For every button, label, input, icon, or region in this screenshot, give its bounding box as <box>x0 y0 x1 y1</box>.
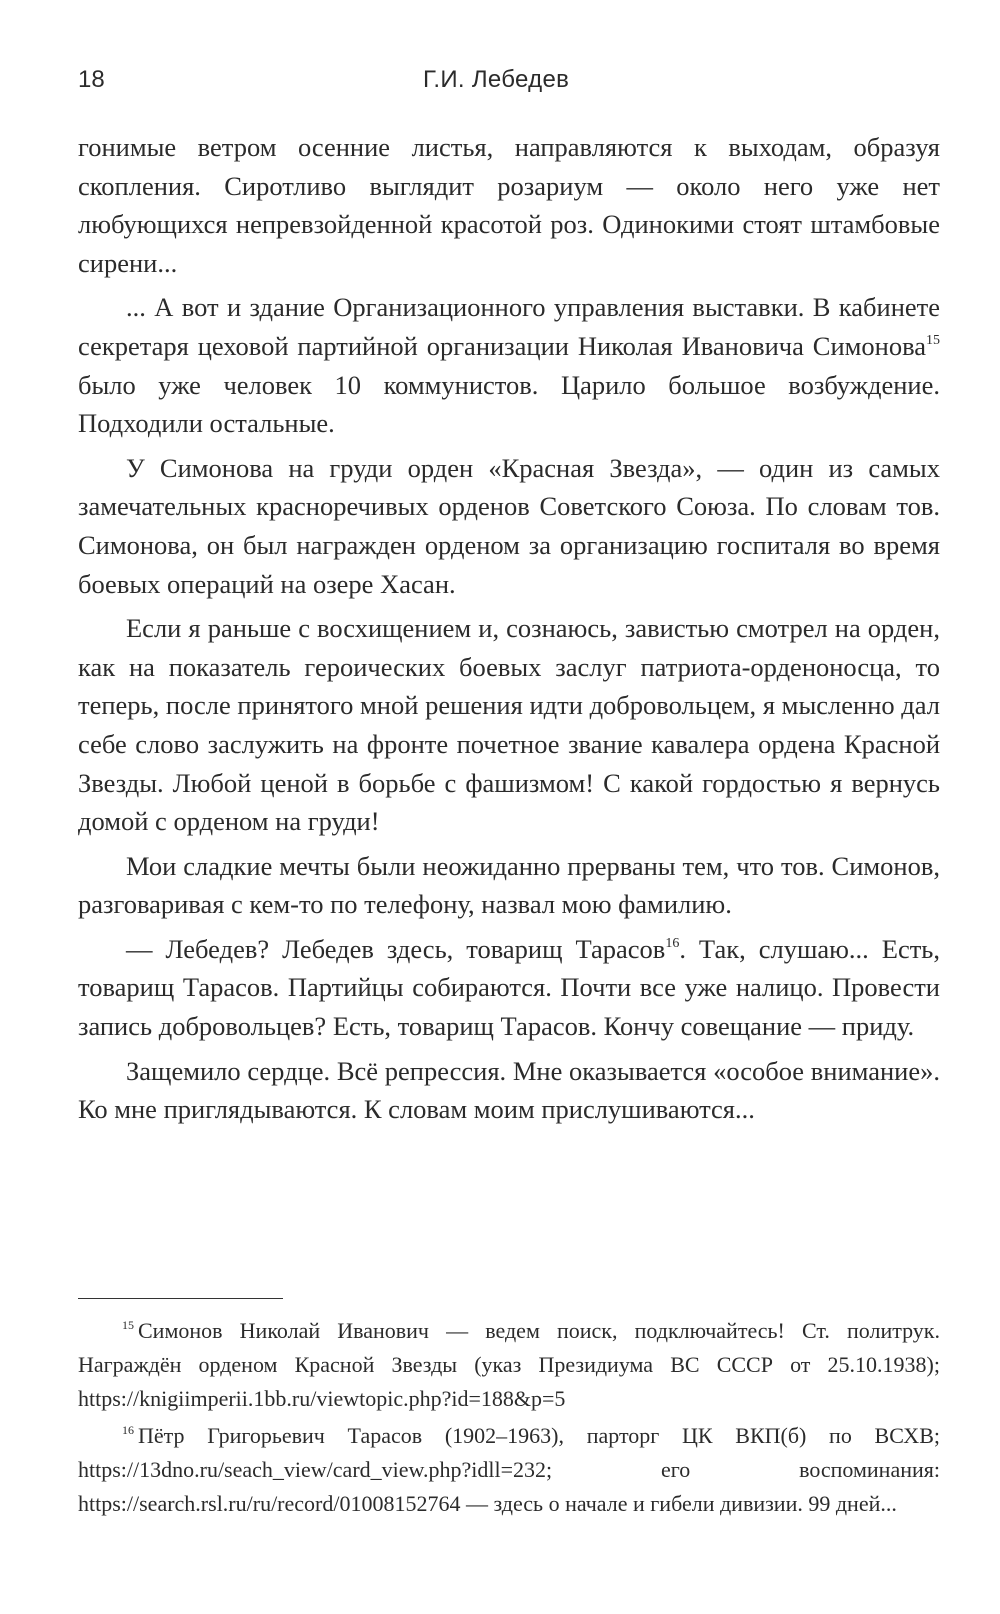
paragraph-text: было уже человек 10 коммунистов. Царило большое возбуждение. Подходили остальные. <box>78 369 940 439</box>
running-head-author: Г.И. Лебедев <box>423 66 570 93</box>
footnote-ref-15: 15 <box>926 332 940 348</box>
footnote-16 <box>78 1419 940 1521</box>
page-header <box>78 66 938 106</box>
footnote-number: 15 <box>122 1318 134 1332</box>
footnote-divider <box>78 1298 283 1299</box>
footnote-text: Симонов Николай Иванович — ведем поиск, подключайтесь! Ст. политрук. Награждён орденом Красной Звезды (указ Президиума ВС СССР от 25.10.1938); https://knigiimperii.1bb.ru/viewtopic.php?id=188&p=5 <box>78 1318 940 1411</box>
paragraph <box>78 930 940 1046</box>
paragraph: гонимые ветром осенние листья, направляются к выходам, образуя скопления. Сиротливо выглядит розариум — около него уже нет любующихся непревзойденной красотой роз. Одинокими стоят штамбовые сирени... <box>78 132 940 278</box>
footnote-text: Пётр Григорьевич Тарасов (1902–1963), парторг ЦК ВКП(б) по ВСХВ; https://13dno.ru/seach_view/card_view.php?idll=232; его воспоминания: https://search.rsl.ru/ru/record/01008152764 — здесь о начале и гибели дивизии. 99 дней... <box>78 1423 940 1516</box>
footnote-number: 16 <box>122 1423 134 1437</box>
footnote-15 <box>78 1314 940 1416</box>
paragraph: Защемило сердце. Всё репрессия. Мне оказывается «особое внимание». Ко мне приглядываются. К словам моим прислушиваются... <box>78 1055 940 1125</box>
paragraph: У Симонова на груди орден «Красная Звезда», — один из самых замечательных красноречивых орденов Советского Союза. По словам тов. Симонова, он был награжден орденом за организацию госпиталя во время боевых операций на озере Хасан. <box>78 452 940 599</box>
paragraph-text: — Лебедев? Лебедев здесь, товарищ Тарасов <box>126 933 666 964</box>
body-text <box>78 128 940 1135</box>
paragraph: Мои сладкие мечты были неожиданно прерваны тем, что тов. Симонов, разговаривая с кем-то по телефону, назвал мою фамилию. <box>78 850 940 920</box>
paragraph-text: ... А вот и здание Организационного управления выставки. В кабинете секретаря цеховой партийной организации Николая Ивановича Симонова <box>78 292 940 361</box>
paragraph: Если я раньше с восхищением и, сознаюсь, завистью смотрел на орден, как на показатель героических боевых заслуг патриота-орденоносца, то теперь, после принятого мной решения идти добровольцем, я мысленно дал себе слово заслужить на фронте почетное звание кавалера ордена Красной Звезды. Любой ценой в борьбе с фашизмом! С какой гордостью я вернусь домой с орденом на груди! <box>78 613 940 837</box>
footnotes <box>78 1314 940 1524</box>
page-number: 18 <box>78 66 105 93</box>
paragraph <box>78 288 940 442</box>
paragraph-text: . Так, слушаю... Есть, товарищ Тарасов. Партийцы собираются. Почти все уже налицо. Провести запись добровольцев? Есть, товарищ Тарасов. Кончу совещание — приду. <box>78 933 940 1042</box>
footnote-ref-16: 16 <box>665 935 680 951</box>
